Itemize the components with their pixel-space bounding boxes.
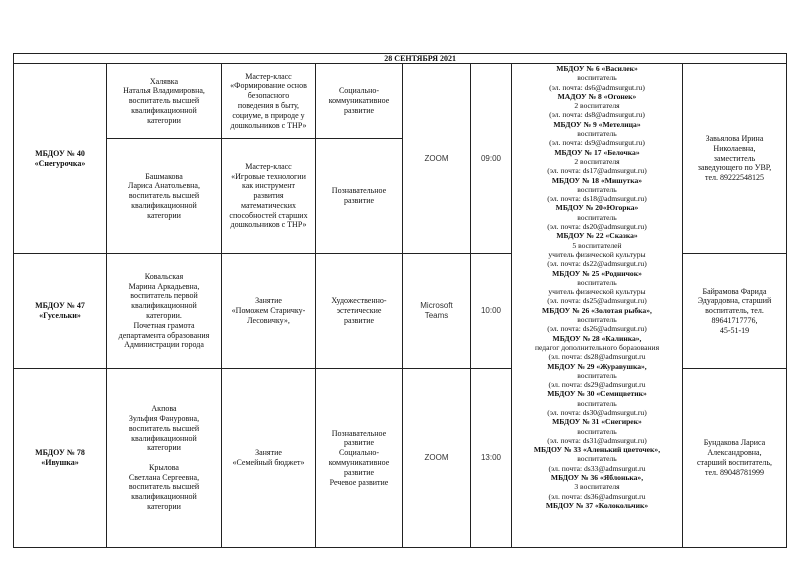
participant-info: воспитатель (эл. почта: ds33@admsurgut.ru bbox=[548, 454, 646, 473]
participant-info: воспитатель (эл. почта: ds20@admsurgut.ru) bbox=[547, 212, 647, 232]
contact-cell: Завьялова Ирина Николаевна, заместитель заведующего по УВР, тел. 89222548125 bbox=[682, 63, 787, 254]
event-cell: Мастер-класс «Формирование основ безопасного поведения в быту, социуме, в природе у дошкольников с ТНР» bbox=[221, 63, 316, 139]
participant-name: МБДОУ № 20«Югорка» bbox=[555, 203, 639, 213]
teacher-cell: Башмакова Лариса Анатольевна, воспитатель высшей квалификационной категории bbox=[106, 138, 222, 254]
platform-cell: ZOOM bbox=[402, 368, 471, 548]
area-cell: Художественно- эстетические развитие bbox=[315, 253, 403, 369]
time-cell: 10:00 bbox=[470, 253, 512, 369]
contact-cell: Бундакова Лариса Александровна, старший воспитатель, тел. 89048781999 bbox=[682, 368, 787, 548]
area-cell: Познавательное развитие bbox=[315, 138, 403, 254]
participant-name: МБДОУ № 28 «Калинка», bbox=[552, 333, 642, 343]
teacher-cell: Акпова Зульфия Фануровна, воспитатель высшей квалификационной категории Крылова Светлана Сергеевна, воспитатель высшей квалификационной категории bbox=[106, 368, 222, 548]
participant-info: педагог дополнительного боразования (эл. почта: ds28@admsurgut.ru bbox=[534, 342, 660, 362]
participant-info: воспитатель (эл. почта: ds29@admsurgut.ru bbox=[548, 370, 646, 390]
teacher-cell: Ковальская Марина Аркадьевна, воспитатель первой квалификационной категории. Почетная грамота департамента образования Администрации города bbox=[106, 253, 222, 369]
participant-info: 5 воспитателей учитель физической культуры (эл. почта: ds22@admsurgut.ru) bbox=[547, 240, 647, 269]
participant-name: МБДОУ № 29 «Журавушка», bbox=[547, 361, 647, 371]
time-cell: 09:00 bbox=[470, 63, 512, 254]
participant-info: 3 воспитателя (эл. почта: ds36@admsurgut.ru bbox=[548, 482, 646, 501]
event-cell: Занятие «Семейный бюджет» bbox=[221, 368, 316, 548]
participant-info: 2 воспитателя (эл. почта: ds8@admsurgut.ru) bbox=[549, 101, 645, 120]
participant-info: воспитатель (эл. почта: ds30@admsurgut.ru) bbox=[547, 398, 647, 417]
participant-name: МБДОУ № 30 «Семицветик» bbox=[547, 389, 647, 399]
participant-name: МБДОУ № 37 «Колокольчик» bbox=[545, 500, 649, 510]
time-cell: 13:00 bbox=[470, 368, 512, 548]
participant-name: МБДОУ № 26 «Золотая рыбка», bbox=[542, 305, 652, 315]
institution-cell: МБДОУ № 47 «Гусельки» bbox=[13, 253, 107, 369]
participants-cell bbox=[511, 63, 683, 548]
institution-cell: МБДОУ № 78 «Ивушка» bbox=[13, 368, 107, 548]
area-cell: Социально- коммуникативное развитие bbox=[315, 63, 403, 139]
participant-name: МБДОУ № 9 «Метелица» bbox=[553, 119, 641, 129]
participant-info: воспитатель (эл. почта: ds31@admsurgut.ru) bbox=[547, 426, 647, 445]
participant-name: МБДОУ № 33 «Аленький цветочек», bbox=[533, 445, 661, 455]
event-cell: Занятие «Поможем Старичку- Лесовичку», bbox=[221, 253, 316, 369]
participant-info: воспитатель (эл. почта: ds26@admsurgut.ru) bbox=[547, 315, 647, 334]
participant-info: воспитатель учитель физической культуры (эл. почта: ds25@admsurgut.ru) bbox=[547, 277, 647, 306]
participant-name: МБДОУ № 25 «Родничок» bbox=[552, 268, 642, 278]
participant-info: воспитатель (эл. почта: ds6@admsurgut.ru) bbox=[549, 73, 645, 92]
participant-name: МБДОУ № 6 «Василек» bbox=[556, 64, 638, 73]
event-cell: Мастер-класс «Игровые технологии как инструмент развития математических способностей старших дошкольников с ТНР» bbox=[221, 138, 316, 254]
participant-name: МБДОУ № 22 «Сказка» bbox=[556, 231, 638, 241]
date-header: 28 СЕНТЯБРЯ 2021 bbox=[13, 53, 787, 64]
area-cell: Познавательное развитие Социально- коммуникативное развитие Речевое развитие bbox=[315, 368, 403, 548]
participant-info: воспитатель (эл. почта: ds18@admsurgut.ru) bbox=[547, 184, 647, 204]
platform-cell: Microsoft Teams bbox=[402, 253, 471, 369]
platform-cell: ZOOM bbox=[402, 63, 471, 254]
participant-name: МБДОУ № 17 «Белочка» bbox=[554, 147, 640, 157]
contact-cell: Байрамова Фарида Эдуардовна, старший воспитатель, тел. 89641717776, 45-51-19 bbox=[682, 253, 787, 369]
participant-name: МАДОУ № 8 «Огонек» bbox=[557, 91, 637, 101]
institution-cell: МБДОУ № 40 «Снегурочка» bbox=[13, 63, 107, 254]
teacher-cell: Халявка Наталья Владимировна, воспитатель высшей квалификационной категории bbox=[106, 63, 222, 139]
participant-name: МБДОУ № 18 «Мишутка» bbox=[551, 175, 643, 185]
participant-name: МБДОУ № 31 «Снегирек» bbox=[552, 417, 642, 427]
participant-info: воспитатель (эл. почта: ds9@admsurgut.ru) bbox=[549, 129, 645, 148]
participant-name: МБДОУ № 36 «Яблонька», bbox=[550, 473, 644, 483]
participant-info: 2 воспитателя (эл. почта: ds17@admsurgut.ru) bbox=[547, 156, 647, 176]
